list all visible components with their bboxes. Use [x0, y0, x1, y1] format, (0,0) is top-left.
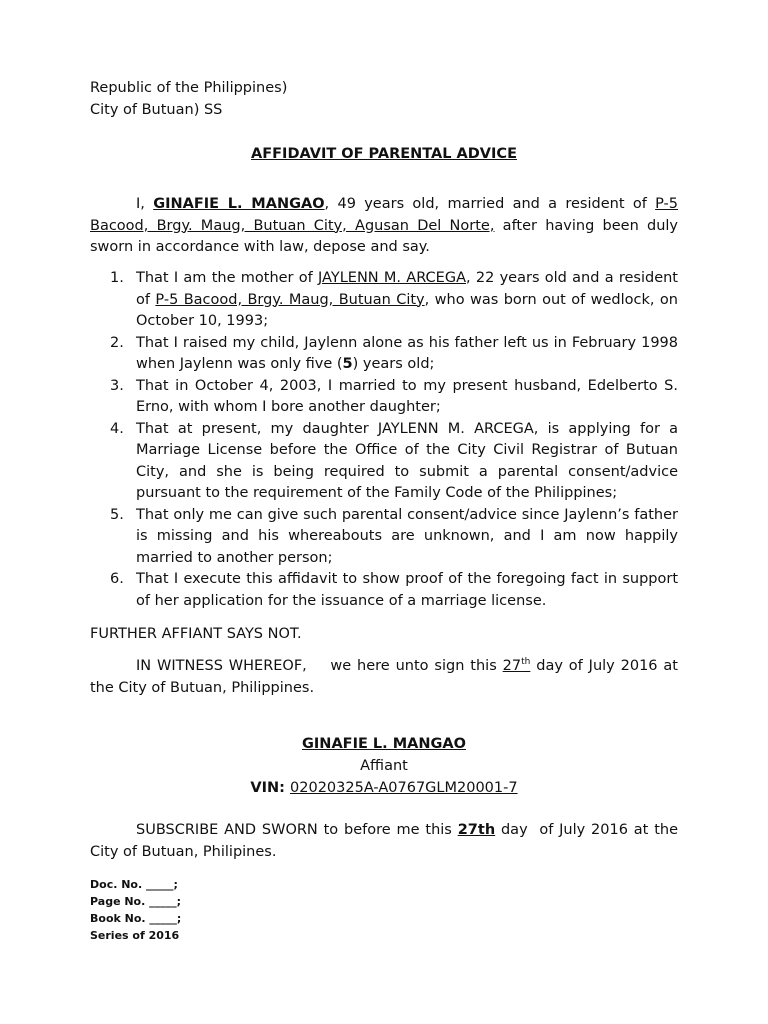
series-year: Series of 2016 [90, 929, 180, 942]
item-number: 3. [110, 377, 124, 394]
list-item [110, 376, 678, 419]
notarial-block [90, 876, 181, 944]
signature-vin [0, 778, 768, 798]
subscribe-text: day of July 2016 at the City of Butuan, Philipines. [90, 822, 683, 860]
affiant-name-inline: GINAFIE L. MANGAO [153, 196, 325, 212]
item-text: That I am the mother of [136, 270, 319, 286]
list-item [110, 569, 678, 612]
subscribe-text: SUBSCRIBE AND SWORN to before me this [136, 822, 458, 838]
item-text: ) years old; [352, 356, 435, 372]
statement-list [110, 268, 678, 612]
item-text: , 22 years old and a resident of [136, 270, 678, 308]
item-text: That at present, my daughter JAYLENN M. ARCEGA, is applying for a Marriage License before the Office of the City Civil Registrar of Butuan City, and she is being required to submit a parental consent/advice pursuant to the requirement of the Family Code of the Philippines; [136, 420, 678, 501]
subscribe-day: 27th [457, 822, 496, 838]
subscribe-paragraph [90, 820, 683, 863]
further-affiant: FURTHER AFFIANT SAYS NOT. [90, 626, 302, 642]
child-name: JAYLENN M. ARCEGA [318, 270, 467, 286]
list-item [110, 505, 678, 570]
item-number: 2. [110, 334, 124, 351]
witness-paragraph [90, 656, 678, 699]
item-number: 6. [110, 571, 124, 587]
item-text: That in October 4, 2003, I married to my present husband, Edelberto S. Erno, with whom I bore another daughter; [136, 377, 678, 415]
document-title: AFFIDAVIT OF PARENTAL ADVICE [251, 146, 517, 162]
vin-label: VIN: [250, 780, 291, 796]
witness-day-number: 27 [502, 658, 522, 674]
item-text: That I raised my child, Jaylenn alone as his father left us in February 1998 when Jaylenn was only five ( [136, 334, 678, 372]
list-item [110, 419, 678, 505]
intro-paragraph [90, 194, 678, 259]
intro-suffix: after having been duly sworn in accordance with law, depose and say. [90, 217, 679, 255]
header-republic: Republic of the Philippines) [90, 80, 288, 96]
doc-number: Doc. No. _____; [90, 878, 178, 891]
header-city: City of Butuan) SS [90, 102, 223, 118]
vin-value: 02020325A-A0767GLM20001-7 [290, 780, 518, 796]
list-item [110, 333, 678, 376]
signature-role: Affiant [360, 758, 408, 774]
item-number: 1. [110, 270, 124, 286]
witness-day-suffix: th [521, 657, 531, 668]
item-number: 5. [110, 506, 124, 523]
affiant-address: P-5 Bacood, Brgy. Maug, Butuan City, Agusan Del Norte, [90, 196, 678, 234]
witness-day [503, 658, 531, 674]
intro-middle: , 49 years old, married and a resident of [324, 196, 656, 212]
witness-text: day of July 2016 at the City of Butuan, Philippines. [90, 658, 678, 696]
item-bold-number: 5 [342, 356, 353, 372]
child-address: P-5 Bacood, Brgy. Maug, Butuan City [155, 291, 425, 308]
intro-prefix: I, [136, 196, 154, 212]
item-text: That only me can give such parental consent/advice since Jaylenn’s father is missing and his whereabouts are unknown, and I am now happily married to another person; [136, 506, 678, 566]
item-text: , who was born out of wedlock, on October 10, 1993; [136, 291, 678, 329]
witness-text: IN WITNESS WHEREOF, we here unto sign this [136, 658, 503, 674]
signature-name: GINAFIE L. MANGAO [302, 736, 466, 752]
book-number: Book No. _____; [90, 912, 182, 925]
item-text: That I execute this affidavit to show proof of the foregoing fact in support of her application for the issuance of a marriage license. [136, 571, 678, 609]
page-number: Page No. _____; [90, 895, 182, 908]
list-item [110, 268, 678, 333]
item-number: 4. [110, 420, 124, 437]
